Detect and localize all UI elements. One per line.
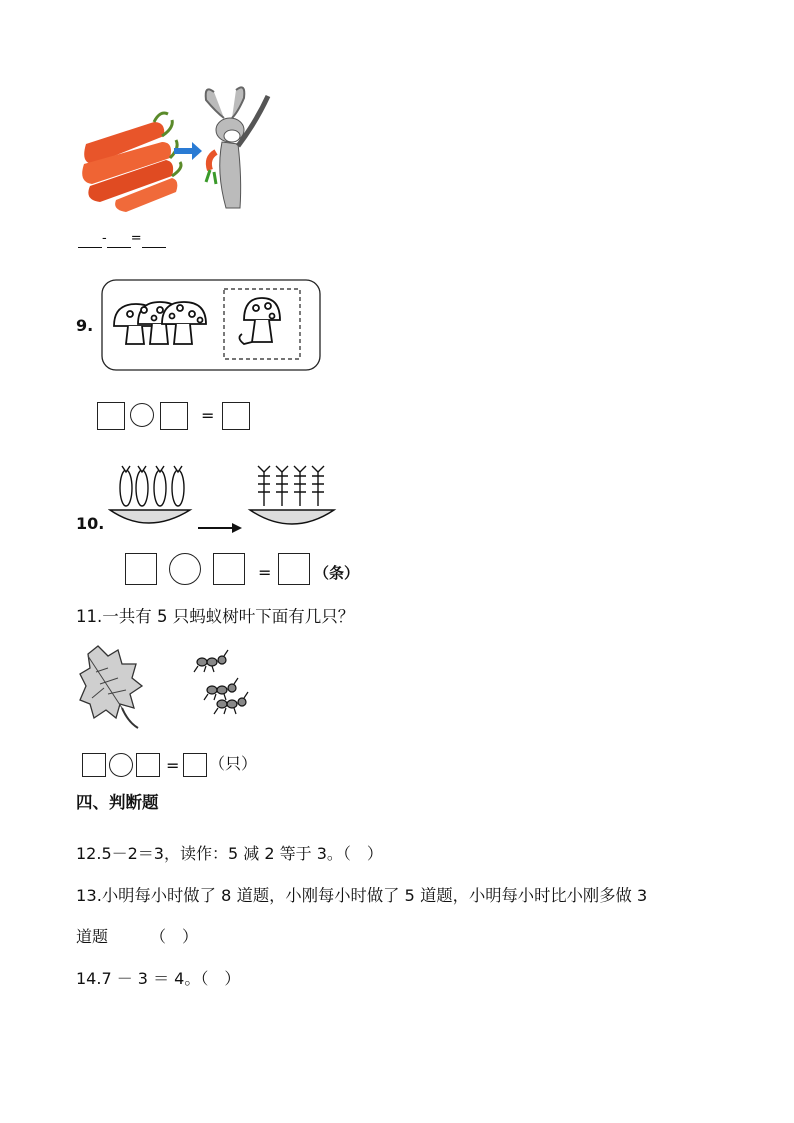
q10-answer-box-2[interactable] [213, 553, 245, 585]
q10-answer-box-1[interactable] [125, 553, 157, 585]
q10-unit: （条） [314, 564, 360, 582]
q10-number: 10. [76, 514, 105, 533]
ants-icon [194, 650, 248, 714]
q13-answer-paren[interactable]: （ ） [150, 927, 199, 946]
q14-statement: 14.7 － 3 ＝ 4。（ ） [76, 969, 241, 988]
mushroom-group-icon [114, 302, 206, 344]
q9-equals: = [201, 406, 215, 425]
fish-bones-plate-icon [250, 466, 334, 524]
fish-plate-icon [110, 466, 190, 523]
q11-answer-box-3[interactable] [183, 753, 207, 777]
q12-statement: 12.5－2＝3，读作：5 减 2 等于 3。（ ） [76, 844, 383, 863]
q11-equals: = [166, 756, 180, 775]
q8-blank-3[interactable] [142, 235, 166, 248]
q11-unit: （只） [209, 754, 258, 773]
section-heading: 四、判断题 [76, 793, 159, 812]
carrot-bunch [82, 113, 181, 212]
q8-equals: = [130, 231, 142, 246]
q8-blank-2[interactable] [107, 235, 131, 248]
carrots-rabbit-picture [76, 82, 272, 214]
q13-statement-line2: 道题 [76, 927, 109, 946]
leaf-icon [80, 646, 142, 728]
q10-answer-box-3[interactable] [278, 553, 310, 585]
leaf-ants-picture [78, 642, 260, 738]
q8-equation-line [78, 232, 166, 248]
rabbit-icon [206, 87, 268, 208]
q8-blank-1[interactable] [78, 235, 102, 248]
q11-answer-box-1[interactable] [82, 753, 106, 777]
q10-operator-circle[interactable] [169, 553, 201, 585]
q11-answer-box-2[interactable] [136, 753, 160, 777]
mushrooms-picture [100, 278, 322, 372]
fish-plates-picture [108, 458, 340, 538]
q9-answer-box-1[interactable] [97, 402, 125, 430]
q9-answer-box-3[interactable] [222, 402, 250, 430]
arrow-icon [198, 523, 242, 533]
q9-operator-circle[interactable] [130, 403, 154, 427]
q8-minus: - [102, 231, 107, 246]
q10-equals: = [258, 563, 272, 582]
q11-operator-circle[interactable] [109, 753, 133, 777]
q9-answer-box-2[interactable] [160, 402, 188, 430]
q11-question: 11.一共有 5 只蚂蚁树叶下面有几只？ [76, 607, 355, 626]
q9-number: 9. [76, 316, 94, 335]
q13-statement-line1: 13.小明每小时做了 8 道题，小刚每小时做了 5 道题，小明每小时比小刚多做 3 [76, 886, 648, 905]
